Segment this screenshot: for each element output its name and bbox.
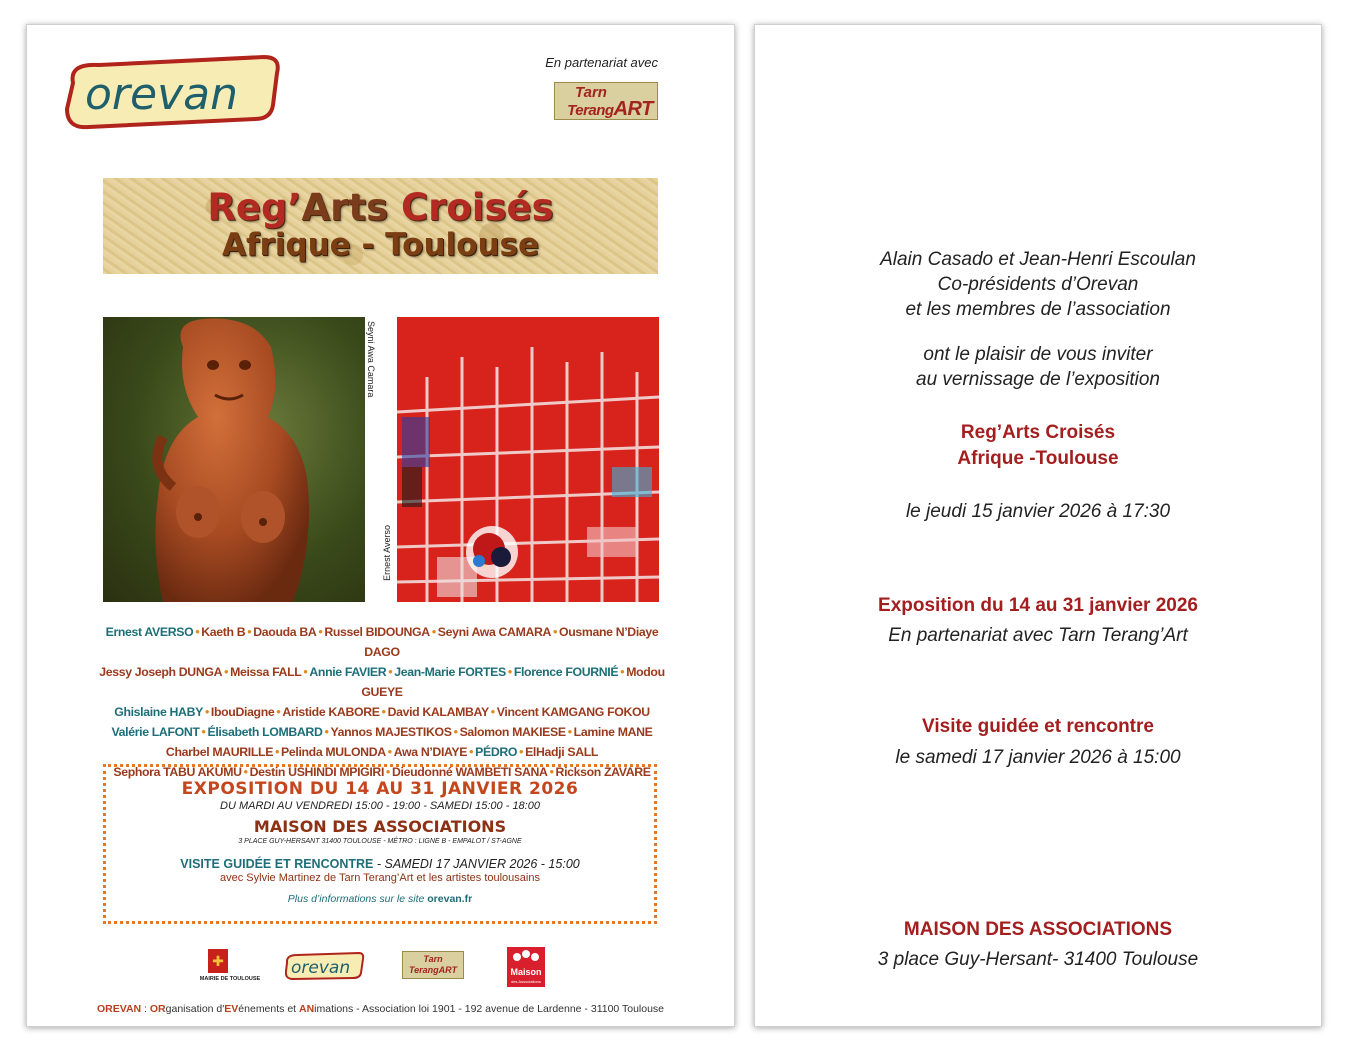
- artist-name: Destin USHINDI MPIGIRI: [249, 765, 385, 779]
- artists-list: [87, 622, 677, 782]
- artist-name: PÉDRO: [475, 745, 518, 759]
- tarn-terangart-logo: Tarn TerangART: [554, 82, 658, 120]
- invite-line-2: au vernissage de l’exposition: [916, 369, 1160, 390]
- separator-dot: •: [318, 625, 323, 639]
- separator-dot: •: [247, 625, 252, 639]
- separator-dot: •: [620, 665, 625, 679]
- artist-name: Meissa FALL: [230, 665, 302, 679]
- photo-credit-ernest: Ernest Averso: [382, 525, 392, 581]
- artist-name: Valérie LAFONT: [111, 725, 200, 739]
- photo-credit-seyni: Seyni Awa Camara: [366, 321, 376, 398]
- invitation-title-line-2: Afrique -Toulouse: [957, 448, 1119, 469]
- artist-name: Ernest AVERSO: [105, 625, 194, 639]
- artist-name: Dieudonné WAMBETI SANA: [392, 765, 548, 779]
- svg-text:orevan: orevan: [85, 69, 238, 120]
- venue-address: 3 PLACE GUY-HERSANT 31400 TOULOUSE - MÉTRO : LIGNE B - EMPALOT / ST-AGNE: [238, 838, 522, 845]
- separator-dot: •: [204, 705, 209, 719]
- separator-dot: •: [507, 665, 512, 679]
- visite-title: Visite guidée et rencontre: [922, 716, 1154, 737]
- partner-label: En partenariat avec: [545, 55, 658, 70]
- artist-name: Awa N’DIAYE: [393, 745, 468, 759]
- artist-name: Daouda BA: [253, 625, 317, 639]
- exhibition-subtitle: Afrique - Toulouse: [222, 227, 539, 263]
- separator-dot: •: [469, 745, 474, 759]
- separator-dot: •: [490, 705, 495, 719]
- artist-name: Ousmane N’Diaye DAGO: [364, 625, 659, 659]
- separator-dot: •: [387, 745, 392, 759]
- guided-visit: VISITE GUIDÉE ET RENCONTRE - SAMEDI 17 JANVIER 2026 - 15:00: [180, 857, 580, 871]
- opening-hours: DU MARDI AU VENDREDI 15:00 - 19:00 - SAMEDI 15:00 - 18:00: [220, 800, 540, 812]
- artist-name: ElHadji SALL: [525, 745, 599, 759]
- artist-name: Charbel MAURILLE: [165, 745, 274, 759]
- svg-text:des Associations: des Associations: [511, 979, 541, 984]
- invite-block: [755, 342, 1321, 392]
- hosts-line-1: Alain Casado et Jean-Henri Escoulan: [880, 249, 1196, 270]
- separator-dot: •: [549, 765, 554, 779]
- exhibition-title-banner: [103, 178, 658, 274]
- separator-dot: •: [243, 765, 248, 779]
- artist-name: Annie FAVIER: [309, 665, 387, 679]
- separator-dot: •: [453, 725, 458, 739]
- website-link[interactable]: orevan.fr: [427, 893, 473, 905]
- separator-dot: •: [553, 625, 558, 639]
- orevan-logo: [59, 53, 281, 131]
- poster-page: [26, 24, 735, 1027]
- invitation-page: [754, 24, 1322, 1027]
- invitation-title-line-1: Reg’Arts Croisés: [960, 422, 1116, 443]
- invitation-title: [755, 420, 1321, 472]
- artist-name: Élisabeth LOMBARD: [207, 725, 323, 739]
- expo-title: Exposition du 14 au 31 janvier 2026: [878, 595, 1198, 616]
- artist-name: Ghislaine HABY: [114, 705, 203, 719]
- separator-dot: •: [201, 725, 206, 739]
- artist-name: Aristide KABORE: [282, 705, 380, 719]
- artist-name: Vincent KAMGANG FOKOU: [496, 705, 650, 719]
- footer-org-line: OREVAN : ORganisation d'EVénements et ANimations - Association loi 1901 - 192 avenue de Lardenne - 31100 Toulouse: [96, 1003, 665, 1015]
- artist-name: Rickson ZAVARE: [555, 765, 651, 779]
- exhibition-info-box: [103, 764, 657, 924]
- exhibition-dates: EXPOSITION DU 14 AU 31 JANVIER 2026: [181, 779, 579, 799]
- artist-name: Florence FOURNIÉ: [513, 665, 619, 679]
- separator-dot: •: [386, 765, 390, 779]
- separator-dot: •: [275, 745, 280, 759]
- tarn-terangart-small-logo: Tarn TerangART: [402, 951, 464, 979]
- more-info: Plus d’informations sur le site orevan.fr: [287, 893, 473, 905]
- separator-dot: •: [381, 705, 386, 719]
- exhibition-title: Reg’Arts Croisés: [207, 186, 554, 229]
- separator-dot: •: [303, 665, 308, 679]
- svg-text:MAIRIE DE TOULOUSE: MAIRIE DE TOULOUSE: [199, 976, 261, 982]
- artist-name: Sephora TABU AKUMU: [113, 765, 242, 779]
- maison-address: 3 place Guy-Hersant- 31400 Toulouse: [877, 949, 1199, 970]
- visite-date: le samedi 17 janvier 2026 à 15:00: [895, 747, 1181, 768]
- separator-dot: •: [276, 705, 281, 719]
- sponsor-logos: [27, 943, 734, 989]
- orevan-small-logo: [283, 951, 365, 981]
- svg-text:orevan: orevan: [291, 958, 351, 978]
- artist-name: Yannos MAJESTIKOS: [330, 725, 452, 739]
- separator-dot: •: [431, 625, 436, 639]
- hosts-block: [755, 247, 1321, 322]
- maison-associations-logo: [505, 945, 547, 989]
- artist-name: Jean-Marie FORTES: [394, 665, 506, 679]
- painting-photo: [397, 317, 659, 602]
- separator-dot: •: [567, 725, 572, 739]
- invite-line-1: ont le plaisir de vous inviter: [923, 344, 1153, 365]
- artist-name: Pelinda MULONDA: [281, 745, 386, 759]
- artist-name: David KALAMBAY: [387, 705, 489, 719]
- artist-name: Kaeth B: [201, 625, 246, 639]
- artist-name: Modou GUEYE: [361, 665, 665, 699]
- sculpture-photo: [103, 317, 365, 602]
- svg-text:Maison: Maison: [510, 967, 542, 977]
- separator-dot: •: [195, 625, 200, 639]
- hosts-line-2: Co-présidents d’Orevan: [937, 274, 1139, 295]
- vernissage-date: le jeudi 15 janvier 2026 à 17:30: [905, 501, 1171, 522]
- expo-partner: En partenariat avec Tarn Terang’Art: [888, 625, 1188, 646]
- artist-name: Jessy Joseph DUNGA: [99, 665, 223, 679]
- separator-dot: •: [388, 665, 393, 679]
- separator-dot: •: [224, 665, 229, 679]
- separator-dot: •: [519, 745, 524, 759]
- separator-dot: •: [324, 725, 329, 739]
- artist-name: Russel BIDOUNGA: [324, 625, 430, 639]
- mairie-toulouse-logo: [199, 947, 261, 987]
- venue-name: MAISON DES ASSOCIATIONS: [253, 817, 507, 836]
- svg-text:✚: ✚: [212, 954, 224, 970]
- artist-name: IbouDiagne: [210, 705, 275, 719]
- hosts-line-3: et les membres de l’association: [905, 299, 1171, 320]
- artist-name: Salomon MAKIESE: [459, 725, 566, 739]
- maison-title: MAISON DES ASSOCIATIONS: [903, 919, 1173, 940]
- artist-name: Seyni Awa CAMARA: [437, 625, 552, 639]
- guided-visit-with: avec Sylvie Martinez de Tarn Terang’Art et les artistes toulousains: [220, 872, 540, 884]
- artist-name: Lamine MANE: [573, 725, 653, 739]
